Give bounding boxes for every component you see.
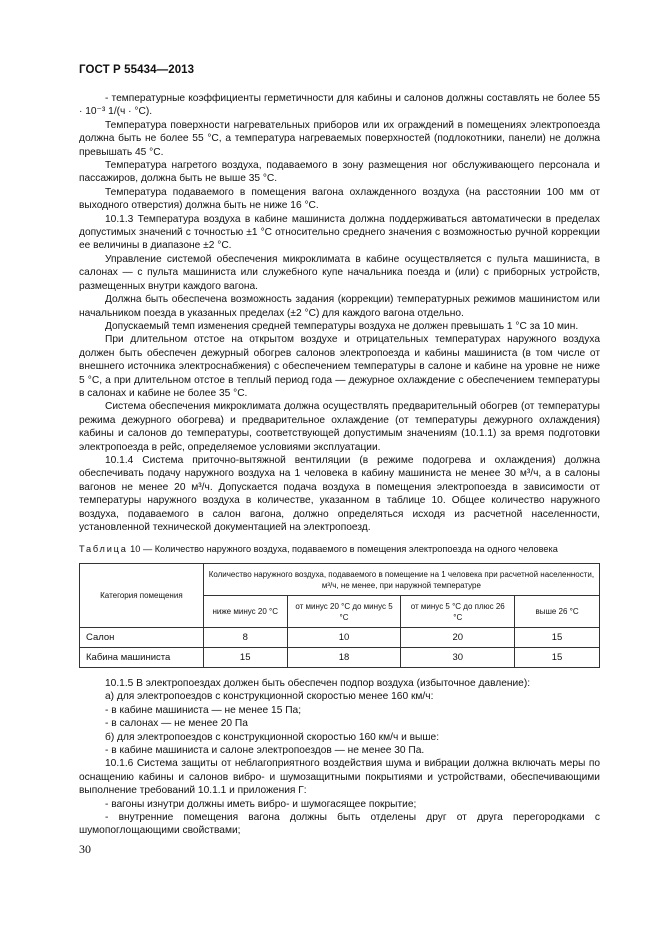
table-cell: 8 [203, 628, 287, 648]
paragraph: 10.1.3 Температура воздуха в кабине машиниста должна поддерживаться автоматически в пределах допустимых значений с точностью ±1 °С относительно среднего значения с возможностью ручной коррекции ее величины в диапазоне ±2 °С. [79, 213, 600, 252]
table-cell: 10 [287, 628, 401, 648]
body-text-continued [79, 677, 600, 838]
column-header: выше 26 °С [515, 596, 600, 628]
body-text [79, 92, 600, 534]
group-header: Количество наружного воздуха, подаваемого в помещение на 1 человека при расчетной населенности, м³/ч, не менее, при наружной температуре [203, 564, 599, 596]
table-caption-text: 10 — Количество наружного воздуха, подаваемого в помещения электропоезда на одного человека [127, 544, 558, 554]
table-row [80, 648, 600, 668]
paragraph: Система обеспечения микроклимата должна осуществлять предварительный обогрев (от температуры режима дежурного обогрева) и предварительное охлаждение (от температуры дежурного охлаждения) кабины и салонов до температуры, соответствующей допустимым значениям (10.1.1) за время подготовки электропоезда в рейс, определяемое условиями эксплуатации. [79, 401, 600, 453]
paragraph: При длительном отстое на открытом воздухе и отрицательных температурах наружного воздуха должен быть обеспечен дежурный обогрев салонов электропоезда и кабины машиниста (в том числе от внешнего источника электроснабжения) с обеспечением температуры в салоне и кабине на уровне не ниже 5 °С, а при длительном отстое в теплый период года — дежурное охлаждение с обеспечением температуры в салонах и кабине не более 35 °С. [79, 334, 600, 399]
table-cell: 15 [203, 648, 287, 668]
list-item: - в кабине машиниста — не менее 15 Па; [105, 704, 302, 716]
table-caption-label: Таблица [79, 544, 128, 554]
paragraph: 10.1.6 Система защиты от неблагоприятного воздействия шума и вибрации должна включать меры по оснащению кабины и салонов вибро- и шумозащитными покрытиями и устройствами, обеспечивающими выполнение требований 10.1.1 и приложения Г: [79, 758, 600, 797]
paragraph: Температура подаваемого в помещения вагона охлажденного воздуха (на расстоянии 100 мм от выходного отверстия) должна быть не ниже 16 °С. [79, 186, 600, 212]
list-item: - внутренние помещения вагона должны быть отделены друг от друга перегородками с шумопоглощающими свойствами; [79, 812, 600, 837]
paragraph: Температура поверхности нагревательных приборов или их ограждений в помещениях электропоезда должна быть не более 55 °С, а температура нагреваемых поверхностей (подлокотники, панели) не должна превышать 45 °С. [79, 119, 600, 158]
paragraph: 10.1.5 В электропоездах должен быть обеспечен подпор воздуха (избыточное давление): [105, 678, 531, 689]
table-cell: 15 [515, 648, 600, 668]
paragraph: Должна быть обеспечена возможность задания (коррекции) температурных режимов машинистом или начальником поезда в указанных пределах (±2 °С) для каждого вагона отдельно. [79, 294, 600, 319]
row-name: Кабина машиниста [80, 648, 204, 668]
paragraph: Допускаемый темп изменения средней температуры воздуха не должен превышать 1 °С за 10 мин. [105, 320, 579, 332]
category-header: Категория помещения [80, 564, 204, 628]
paragraph: Температура нагретого воздуха, подаваемого в зону размещения ног обслуживающего персонала и пассажиров, должна быть не выше 35 °С. [79, 160, 600, 185]
row-name: Салон [80, 628, 204, 648]
table-row [80, 628, 600, 648]
paragraph: 10.1.4 Система приточно-вытяжной вентиляции (в режиме подогрева и охлаждения) должна обеспечивать подачу наружного воздуха на 1 человека в кабину машиниста не менее 30 м³/ч, а в салоны вагонов не менее 20 м³/ч. Допускается подача воздуха в помещения электропоезда в зависимости от температуры наружного воздуха в количестве, указанном в таблице 10. Общее количество наружного воздуха, подаваемого в салон вагона, должно определяться исходя из расчетной населенности, установленной технической документацией на электропоезд. [79, 454, 600, 533]
table-cell: 18 [287, 648, 401, 668]
paragraph: - температурные коэффициенты герметичности для кабины и салонов должны составлять не более 55 · 10⁻³ 1/(ч · °С). [79, 93, 600, 118]
table-caption [79, 543, 619, 555]
page-number: 30 [79, 842, 91, 856]
list-item: - вагоны изнутри должны иметь вибро- и шумогасящее покрытие; [105, 798, 417, 810]
list-item: б) для электропоездов с конструкционной скоростью 160 км/ч и выше: [105, 731, 440, 743]
list-item: - в салонах — не менее 20 Па [105, 718, 248, 730]
table-cell: 30 [401, 648, 515, 668]
document-header: ГОСТ Р 55434—2013 [79, 64, 195, 76]
table-10 [79, 563, 600, 668]
list-item: а) для электропоездов с конструкционной скоростью менее 160 км/ч: [105, 691, 434, 703]
list-item: - в кабине машиниста и салоне электропоездов — не менее 30 Па. [105, 745, 425, 757]
table-cell: 15 [515, 628, 600, 648]
column-header: от минус 5 °С до плюс 26 °С [401, 596, 515, 628]
table-cell: 20 [401, 628, 515, 648]
paragraph: Управление системой обеспечения микроклимата в кабине осуществляется с пульта машиниста, в салонах — с пульта машиниста или служебного купе начальника поезда и (или) с приборных устройств, размещенных внутри каждого вагона. [79, 253, 600, 292]
column-header: от минус 20 °С до минус 5 °С [287, 596, 401, 628]
column-header: ниже минус 20 °С [203, 596, 287, 628]
